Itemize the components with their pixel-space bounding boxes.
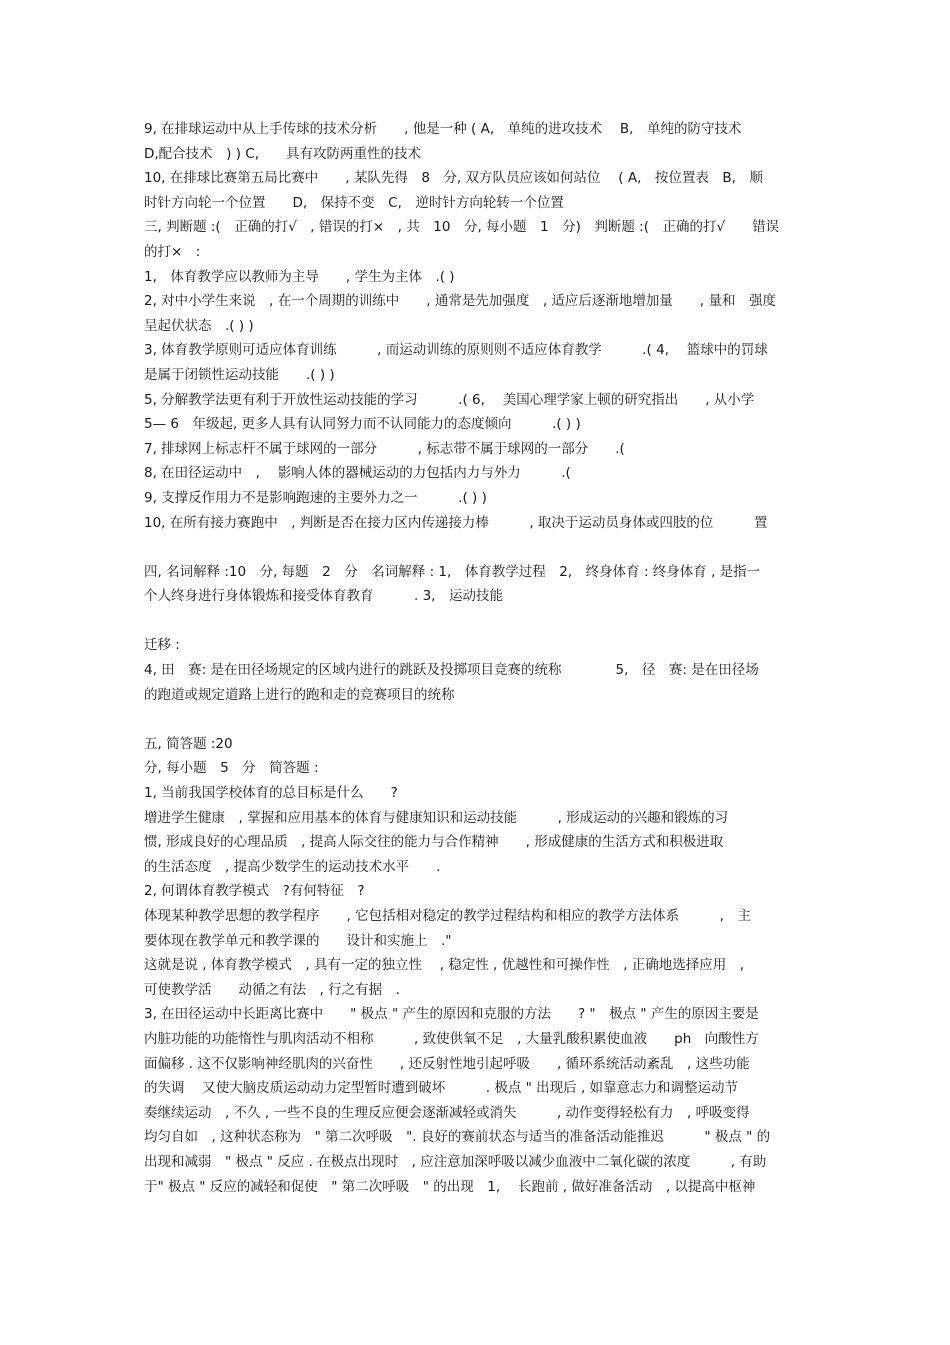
text-line: 个人终身进行身体锻炼和接受体育教育 . 3, 运动技能 <box>144 588 503 605</box>
text-line: 9, 在排球运动中从上手传球的技术分析 , 他是一种 ( A, 单纯的进攻技术 B, 单纯的防守技术 <box>144 121 742 137</box>
text-line: 五, 简答题 :20 <box>144 735 233 752</box>
text-line: 1, 体育教学应以教师为主导 , 学生为主体 .( ) <box>144 268 455 285</box>
text-line: 的跑道或规定道路上进行的跑和走的竞赛项目的统称 <box>144 686 455 703</box>
text-line: 的打× : <box>144 243 201 260</box>
text-line: 8, 在田径运动中 , 影响人体的器械运动的力包括内力与外力 .( <box>144 465 571 482</box>
text-line: 四, 名词解释 :10 分, 每题 2 分 名词解释 : 1, 体育教学过程 2, 终身体育 : 终身体育 , 是指一 <box>144 563 761 580</box>
text-line: 于" 极点 " 反应的减轻和促使 " 第二次呼吸 " 的出现 1, 长跑前 , 做好准备活动 , 以提高中枢神 <box>144 1178 756 1195</box>
text-line: 5, 分解教学法更有利于开放性运动技能的学习 .( 6, 美国心理学家上顿的研究指出 , 从小学 <box>144 391 755 408</box>
text-line: 10, 在所有接力赛跑中 , 判断是否在接力区内传递接力棒 , 取决于运动员身体或四肢的位 置 <box>144 514 768 531</box>
text-line: 面偏移 . 这不仅影响神经肌肉的兴奋性 , 还反射性地引起呼吸 , 循环系统活动紊乱 , 这些功能 <box>144 1055 750 1072</box>
blank-line <box>144 707 808 732</box>
text-line: 惯, 形成良好的心理品质 , 提高人际交往的能力与合作精神 , 形成健康的生活方式和积极进取 <box>144 834 724 851</box>
text-line: 要体现在教学单元和教学课的 设计和实施上 ." <box>144 932 452 949</box>
text-line: 7, 排球网上标志杆不属于球网的一部分 , 标志带不属于球网的一部分 .( <box>144 440 625 457</box>
text-line: 5— 6 年级起, 更多人具有认同努力而不认同能力的态度倾向 .( ) ) <box>144 416 581 433</box>
text-line: 可使教学活 动循之有法 , 行之有据 . <box>144 981 400 998</box>
text-line: 三, 判断题 :( 正确的打√ , 错误的打× , 共 10 分, 每小题 1 分) 判断题 :( 正确的打√ 错误 <box>144 219 780 236</box>
text-line: 3, 在田径运动中长距离比赛中 " 极点 " 产生的原因和克服的方法 ? " 极点 " 产生的原因主要是 <box>144 1006 759 1023</box>
text-line: 均匀自如 , 这种状态称为 " 第二次呼吸 ". 良好的赛前状态与适当的准备活动能推迟 " 极点 " 的 <box>144 1129 771 1146</box>
text-line: 的失调 又使大脑皮质运动动力定型暂时遭到破坏 . 极点 " 出现后 , 如靠意志力和调整运动节 <box>144 1080 739 1097</box>
text-line: 这就是说 , 体育教学模式 , 具有一定的独立性 , 稳定性 , 优越性和可操作性 , 正确地选择应用 , <box>144 957 745 974</box>
text-line: 时针方向轮一个位置 D, 保持不变 C, 逆时针方向轮转一个位置 <box>144 194 564 211</box>
text-line: 出现和减弱 " 极点 " 反应 . 在极点出现时 , 应注意加深呼吸以减少血液中二氧化碳的浓度 , 有助 <box>144 1153 767 1170</box>
text-line: 体现某种教学思想的教学程序 , 它包括相对稳定的教学过程结构和相应的教学方法体系 , 主 <box>144 908 751 924</box>
text-line: 奏继续运动 , 不久 , 一些不良的生理反应便会逐渐减轻或消失 , 动作变得轻松有力 , 呼吸变得 <box>144 1104 750 1121</box>
text-line: 迁移 : <box>144 637 180 654</box>
text-line: 2, 对中小学生来说 , 在一个周期的训练中 , 通常是先加强度 , 适应后逐渐地增加量 , 量和 强度 <box>144 293 777 310</box>
text-line: 内脏功能的功能惰性与肌肉活动不相称 , 致使供氧不足 , 大量乳酸积累使血液 ph 向酸性方 <box>144 1030 759 1047</box>
document-body <box>144 117 808 1199</box>
text-line: 1, 当前我国学校体育的总目标是什么 ? <box>144 785 398 802</box>
text-line: 增进学生健康 , 掌握和应用基本的体育与健康知识和运动技能 , 形成运动的兴趣和锻炼的习 <box>144 809 729 826</box>
text-line: 是属于闭锁性运动技能 .( ) ) <box>144 366 335 383</box>
text-line: 2, 何谓体育教学模式 ?有何特征 ? <box>144 883 365 900</box>
text-line: D,配合技术 ) ) C, 具有攻防两重性的技术 <box>144 145 422 162</box>
blank-line <box>144 535 808 560</box>
text-line: 4, 田 赛: 是在田径场规定的区域内进行的跳跃及投掷项目竞赛的统称 5, 径 赛: 是在田径场 <box>144 662 759 679</box>
text-line: 3, 体育教学原则可适应体育训练 , 而运动训练的原则则不适应体育教学 .( 4, 篮球中的罚球 <box>144 342 768 359</box>
blank-line <box>144 609 808 634</box>
text-line: 10, 在排球比赛第五局比赛中 , 某队先得 8 分, 双方队员应该如何站位 ( A, 按位置表 B, 顺 <box>144 170 763 187</box>
text-line: 呈起伏状态 .( ) ) <box>144 317 254 334</box>
text-line: 的生活态度 , 提高少数学生的运动技术水平 . <box>144 858 441 875</box>
text-line: 9, 支撑反作用力不是影响跑速的主要外力之一 .( ) ) <box>144 489 487 506</box>
text-line: 分, 每小题 5 分 简答题 : <box>144 760 319 777</box>
